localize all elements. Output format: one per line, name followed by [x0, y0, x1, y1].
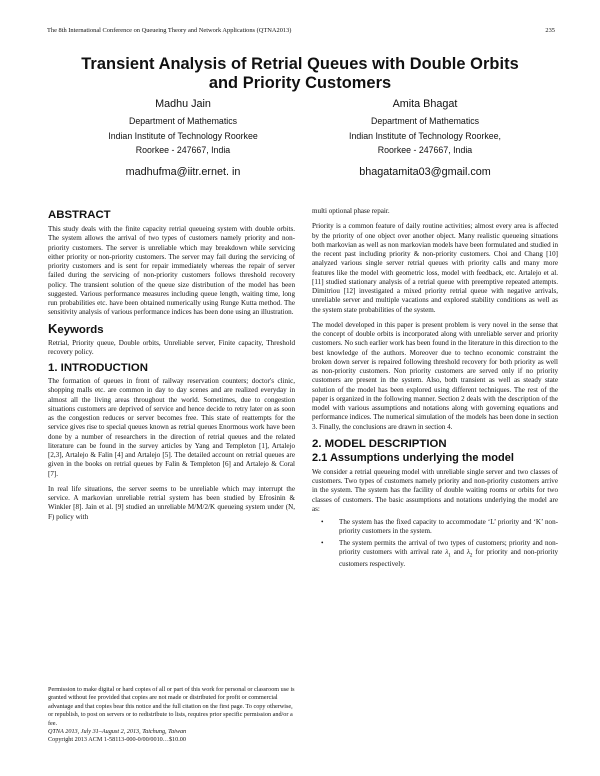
- list-item-text: The system has the fixed capacity to accommodate ‘L’ priority and ‘K’ non-priority customers in the system.: [339, 518, 558, 536]
- author-institute: Indian Institute of Technology Roorkee: [108, 130, 258, 141]
- conference-name: The 8th International Conference on Queueing Theory and Network Applications (QTNA2013): [47, 27, 292, 34]
- assumptions-intro: We consider a retrial queueing model with unreliable single server and two classes of customers. Two types of customers namely priority and non-priority customers arrive in the system. The system has the facility of double waiting rooms or orbits for two classes of customers. The basic assumptions and notations underlying the model are as:: [312, 467, 558, 513]
- bullet-icon: •: [321, 518, 324, 526]
- keywords-text: Retrial, Priority queue, Double orbits, Unreliable server, Finite capacity, Threshold recovery policy.: [48, 338, 295, 356]
- keywords-initial: K: [48, 320, 58, 336]
- priority-paragraph: Priority is a common feature of daily routine activities; almost every area is affected by the priority of one object over another object. Many realistic queueing situations both markovian as well as non markovian models have been formulated and studied in the recent past including priority & non-priority customers. Choi and Chang [10] analyzed various single server retrial queues with priority calls and many more features like the model with geometric loss, model with feedback, etc. Artalejo et al. [11] studied stationary analysis of a retrial queue with preemptive repeated attempts. Dimitriou [12] investigated a mixed priority retrial queue with negative arrivals, unreliable server and multiple vacations and explored stability conditions as well as the system state probabilities of the system.: [312, 222, 558, 314]
- abstract-heading: ABSTRACT: [48, 209, 111, 221]
- keywords-heading: [48, 322, 295, 337]
- list-item-text-end: for priority and non-priority customers respectively.: [339, 547, 559, 569]
- author-department: Department of Mathematics: [128, 116, 238, 126]
- author-block-1: [58, 97, 308, 179]
- author-institute: Indian Institute of Technology Roorkee,: [349, 130, 501, 141]
- author-department: Department of Mathematics: [370, 116, 480, 126]
- abstract-text: This study deals with the finite capacity retrial queueing system with double orbits. The system allows the arrival of two types of customers namely priority and non-priority customers. The server is unreliable which may breakdown while servicing either priority or non-priority customers. The server may fail during the servicing of priority customers and is sent for repair immediately whereas the repair of server failed during the servicing of non-priority customers follows threshold recovery policy. The transient solution of the queue size distribution of the model has been suggested. Various performance measures including queue length, waiting time, long run probabilities etc. have been obtained numerically using Runge Kutta method. The sensitivity analysis of various performance indices has been done using an illustration.: [48, 225, 295, 317]
- lambda-1-symbol: $\lambda_1$: [445, 547, 451, 559]
- author-block-2: [300, 97, 550, 179]
- list-item-text-start: The system permits the arrival of two types of customers; priority and non-priority customers with arrival rate: [339, 538, 558, 556]
- right-column: [312, 207, 558, 572]
- assumptions-list: [312, 518, 558, 570]
- author-address: Roorkee - 247667, India: [377, 145, 473, 155]
- and-word: and: [453, 547, 464, 556]
- list-item: [312, 518, 558, 537]
- intro-paragraph-2: In real life situations, the server seems to be unreliable which may interrupt the service. A markovian unreliable retrial system has been studied by Efrosinin & Winkler [8]. Jain et al. [9] studied an unreliable M/M/2/K queueing system under (N, F) policy with: [48, 484, 295, 521]
- author-name: Madhu Jain: [155, 98, 211, 110]
- page-number: 235: [545, 27, 555, 34]
- paper-title: [20, 55, 580, 93]
- model-paragraph: The model developed in this paper is present problem is very novel in the sense that the concept of double orbits is incorporated along with unreliable server and priority customers. No such earlier work has been found in the literature in this direction to the best knowledge of the authors. Moreover due to techno economic constraint the broken down server is repaired following threshold recovery for both priority as well as non-priority customers. Non priority customers are served only if no priority customers are present in the system. Also, both transient as well as steady state solution of the model has been explored using different techniques. The rest of the paper is organized in the following manner. Section 2 deals with the description of the model with various assumptions and notations along with governing equations and performance indices. The numerical simulation of the models has been done in section 3. Finally, the conclusions are drawn in section 4.: [312, 320, 558, 431]
- permission-text: Permission to make digital or hard copies of all or part of this work for personal or classroom use is granted without fee provided that copies are not made or distributed for profit or commercial advantage and that copies bear this notice and the full citation on the first page. To copy otherwise, or republish, to post on servers or to redistribute to lists, requires prior specific permission and/or a fee.: [48, 686, 295, 727]
- author-address: Roorkee - 247667, India: [135, 145, 231, 155]
- venue-line: QTNA 2013, July 31–August 2, 2013, Taichung, Taiwan: [48, 728, 187, 736]
- title-line-1: Transient Analysis of Retrial Queues with Double Orbits: [81, 55, 519, 73]
- introduction-heading: 1. INTRODUCTION: [48, 362, 148, 374]
- author-email[interactable]: bhagatamita03@gmail.com: [359, 165, 491, 178]
- copyright-notice: [48, 686, 295, 745]
- copyright-line: Copyright 2013 ACM 1-58113-000-0/00/0010…$10.00: [48, 736, 186, 744]
- title-line-2: and Priority Customers: [208, 74, 392, 92]
- list-item: [312, 539, 558, 570]
- subsection-2-1-heading: 2.1 Assumptions underlying the model: [312, 451, 514, 464]
- author-name: Amita Bhagat: [392, 98, 458, 110]
- author-email[interactable]: madhufma@iitr.ernet. in: [125, 165, 241, 178]
- section-2-heading: 2. MODEL DESCRIPTION: [312, 437, 447, 450]
- continuation-text: multi optional phase repair.: [312, 207, 390, 215]
- running-head: [47, 27, 555, 39]
- keywords-rest: eywords: [57, 323, 104, 336]
- intro-paragraph-1: The formation of queues in front of railway reservation counters; doctor's clinic, shopping malls etc. are common in day to day scenes and are realized everyday in almost all the living areas throughout the world. Sometimes, due to congestion situations customers are deprived of service and hence decide to retry later on as soon as the congestion reduces or server becomes free. This state of reattempts for the service gives rise to special queues known as retrial queues Enormous work have been done by a number of researchers in the direction of retrial queues and the related literature can be found in the survey articles by Yang and Templeton [1], Artalejo [2,3], Artalejo & Falin [4] and Artalejo [5]. The detailed account on retrial queues are given in the books on retrial queues by Falin & Templeton [6] and Artalejo & Coral [7].: [48, 377, 295, 478]
- bullet-icon: •: [321, 538, 324, 547]
- left-column: [48, 207, 295, 522]
- lambda-2-symbol: $\lambda_2$: [466, 547, 473, 559]
